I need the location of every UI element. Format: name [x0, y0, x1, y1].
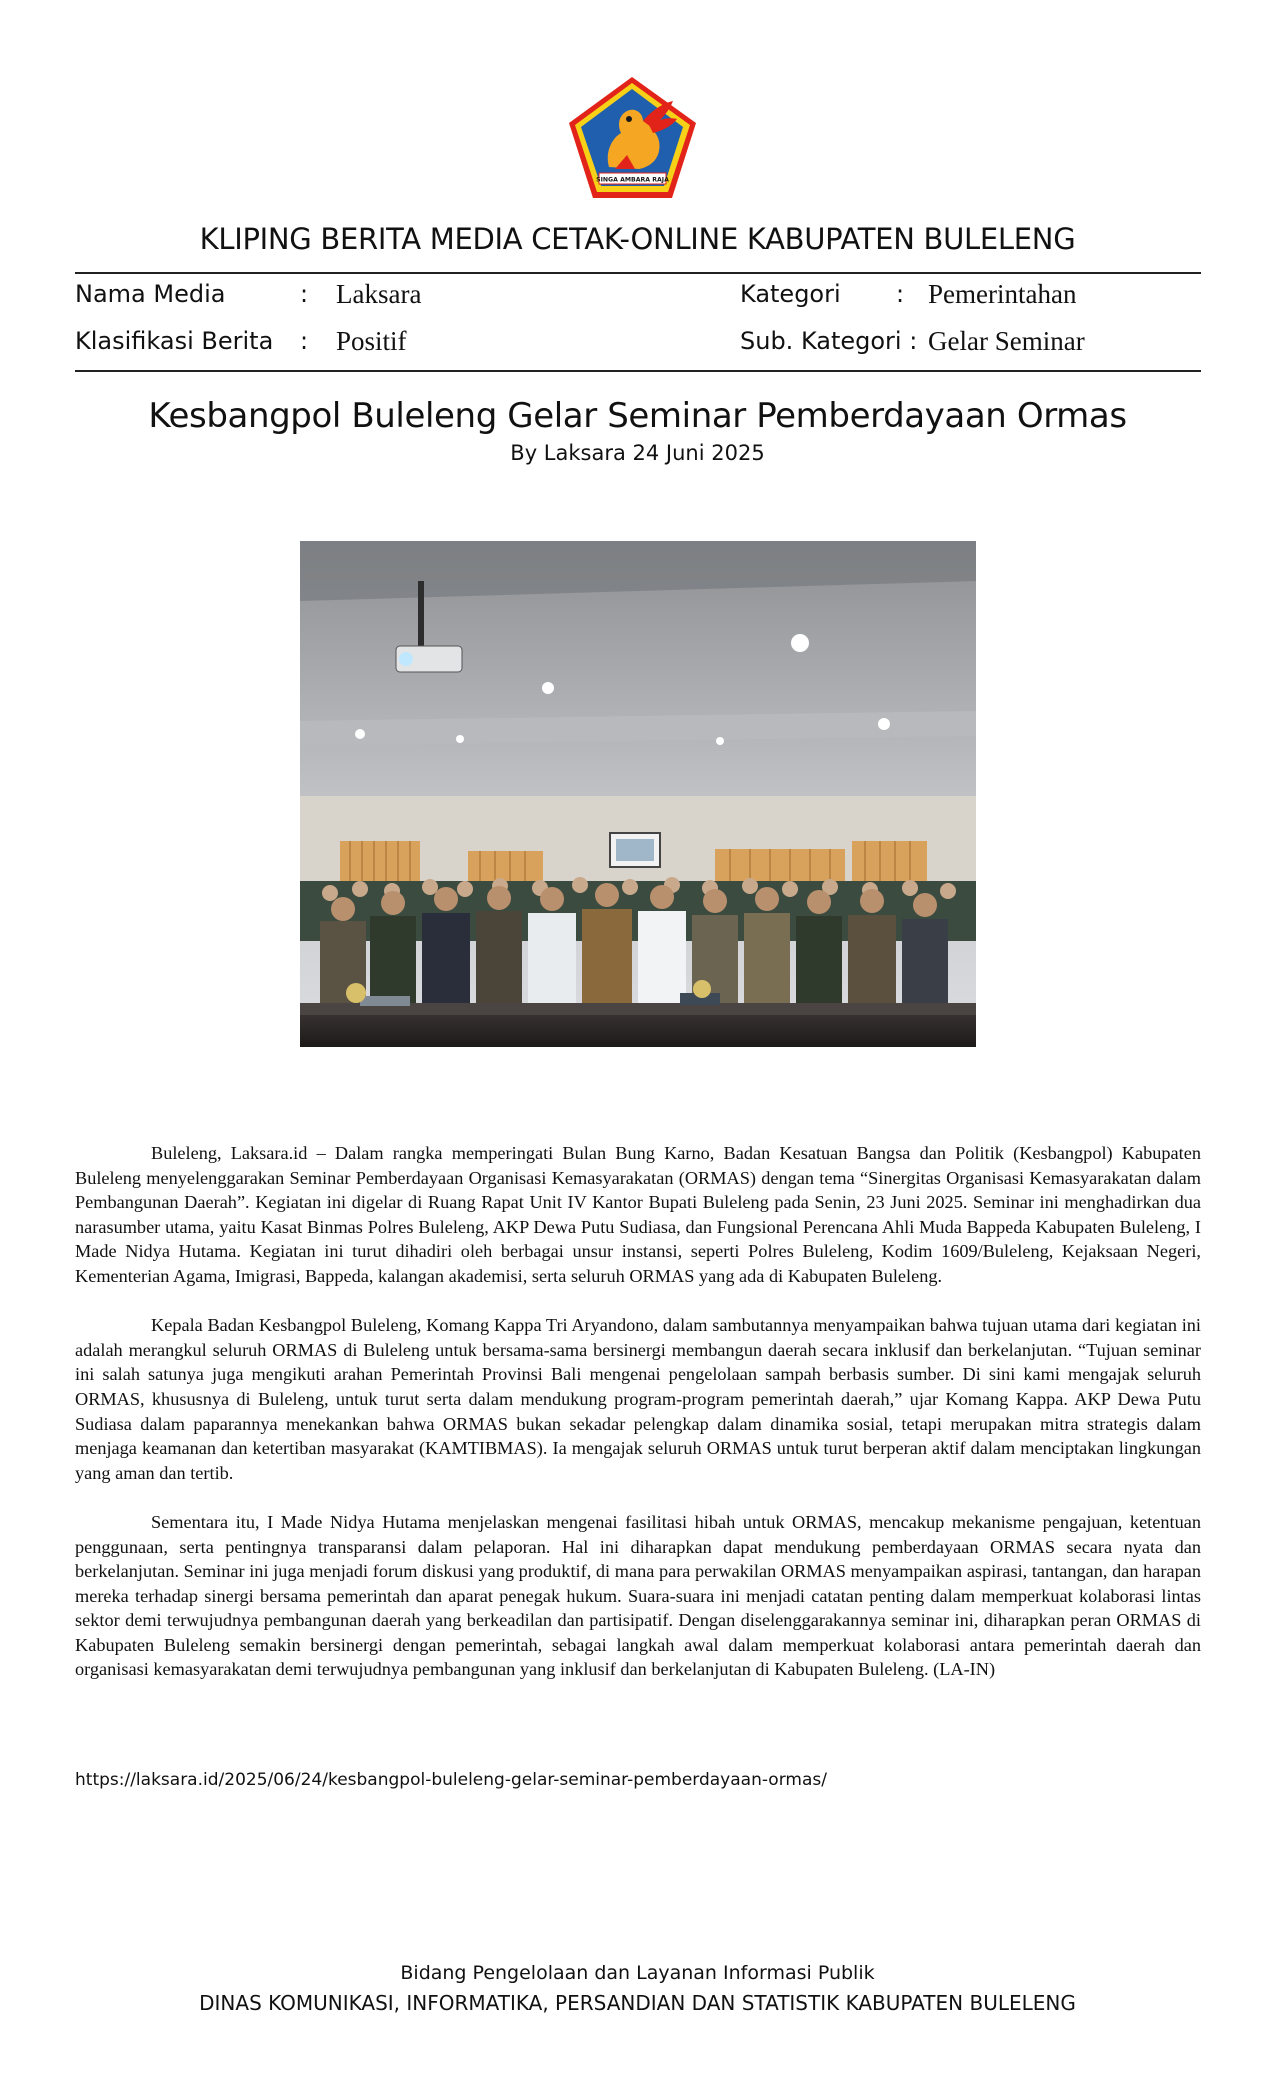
article-paragraph-1: Buleleng, Laksara.id – Dalam rangka memperingati Bulan Bung Karno, Badan Kesatuan Bangsa dan Politik (Kesbangpol) Kabupaten Buleleng menyelenggarakan Seminar Pemberdayaan Organisasi Kemasyarakatan (ORMAS) dengan tema “Sinergitas Organisasi Kemasyarakatan dalam Pembangunan Daerah”. Kegiatan ini digelar di Ruang Rapat Unit IV Kantor Bupati Buleleng pada Senin, 23 Juni 2025. Seminar ini menghadirkan dua narasumber utama, yaitu Kasat Binmas Polres Buleleng, AKP Dewa Putu Sudiasa, dan Fungsional Perencana Ahli Muda Bappeda Kabupaten Buleleng, I Made Nidya Hutama. Kegiatan ini turut dihadiri oleh berbagai unsur instansi, seperti Polres Buleleng, Kodim 1609/Buleleng, Kejaksaan Negeri, Kementerian Agama, Imigrasi, Bappeda, kalangan akademisi, serta seluruh ORMAS yang ada di Kabupaten Buleleng.: [75, 1143, 1201, 1286]
footer-agency: DINAS KOMUNIKASI, INFORMATIKA, PERSANDIAN DAN STATISTIK KABUPATEN BULELENG: [199, 1991, 1076, 2015]
singa-ambara-raja-emblem-icon: [565, 75, 700, 200]
category-value: Pemerintahan: [928, 279, 1077, 309]
document-header-title: KLIPING BERITA MEDIA CETAK-ONLINE KABUPATEN BULELENG: [199, 222, 1076, 256]
article-title: Kesbangpol Buleleng Gelar Seminar Pemberdayaan Ormas: [148, 396, 1127, 436]
article-paragraph-2: Kepala Badan Kesbangpol Buleleng, Komang Kappa Tri Aryandono, dalam sambutannya menyampaikan bahwa tujuan utama dari kegiatan ini adalah merangkul seluruh ORMAS di Buleleng untuk bersama-sama bersinergi membangun daerah secara inklusif dan berkelanjutan. “Tujuan seminar ini salah satunya juga mengikuti arahan Pemerintah Provinsi Bali mengenai pengelolaan sampah berbasis sumber. Di sini kami mengajak seluruh ORMAS, khususnya di Buleleng, untuk turut serta dalam mendukung program-program pemerintah daerah,” ujar Komang Kappa. AKP Dewa Putu Sudiasa dalam paparannya menekankan bahwa ORMAS bukan sekadar pelengkap dalam dinamika sosial, tetapi merupakan mitra strategis dalam menjaga keamanan dan ketertiban masyarakat (KAMTIBMAS). Ia mengajak seluruh ORMAS untuk turut berperan aktif dalam menciptakan lingkungan yang aman dan tertib.: [75, 1315, 1201, 1483]
footer-department: Bidang Pengelolaan dan Layanan Informasi Publik: [400, 1962, 875, 1984]
buleleng-regency-logo: [565, 75, 700, 200]
media-name-label: Nama Media: [75, 280, 226, 308]
classification-label: Klasifikasi Berita: [75, 327, 274, 355]
category-colon: :: [896, 280, 905, 308]
media-name-value: Laksara: [336, 279, 422, 309]
logo-caption: SINGA AMBARA RAJA: [596, 176, 669, 184]
subcategory-value: Gelar Seminar: [928, 326, 1085, 356]
article-byline: By Laksara 24 Juni 2025: [510, 441, 765, 465]
subcategory-label: Sub. Kategori :: [740, 327, 918, 355]
source-url-link[interactable]: https://laksara.id/2025/06/24/kesbangpol-buleleng-gelar-seminar-pemberdayaan-ormas/: [75, 1770, 827, 1790]
article-paragraph-3: Sementara itu, I Made Nidya Hutama menjelaskan mengenai fasilitasi hibah untuk ORMAS, mencakup mekanisme pengajuan, ketentuan penggunaan, serta pentingnya transparansi dalam pelaporan. Hal ini diharapkan dapat mendukung pemberdayaan ORMAS secara nyata dan berkelanjutan. Seminar ini juga menjadi forum diskusi yang produktif, di mana para perwakilan ORMAS menyampaikan aspirasi, tantangan, dan harapan mereka terhadap sinergi bersama pemerintah dan aparat penegak hukum. Suara-suara ini menjadi catatan penting dalam memperkuat kolaborasi lintas sektor demi terwujudnya pembangunan daerah yang berkeadilan dan partisipatif. Dengan diselenggarakannya seminar ini, diharapkan peran ORMAS di Kabupaten Buleleng semakin bersinergi dengan pemerintah, sebagai langkah awal dalam memperkuat kolaborasi antara pemerintah daerah dan organisasi kemasyarakatan demi terwujudnya pembangunan yang inklusif dan berkelanjutan di Kabupaten Buleleng. (LA-IN): [75, 1511, 1201, 1680]
article-body: [75, 1141, 1201, 1707]
classification-value: Positif: [336, 326, 407, 356]
category-label: Kategori: [740, 280, 841, 308]
classification-colon: :: [300, 327, 309, 355]
media-name-colon: :: [300, 280, 309, 308]
header-bottom-rule: [75, 370, 1201, 372]
seminar-group-photo: [300, 541, 976, 1047]
header-top-rule: [75, 272, 1201, 274]
